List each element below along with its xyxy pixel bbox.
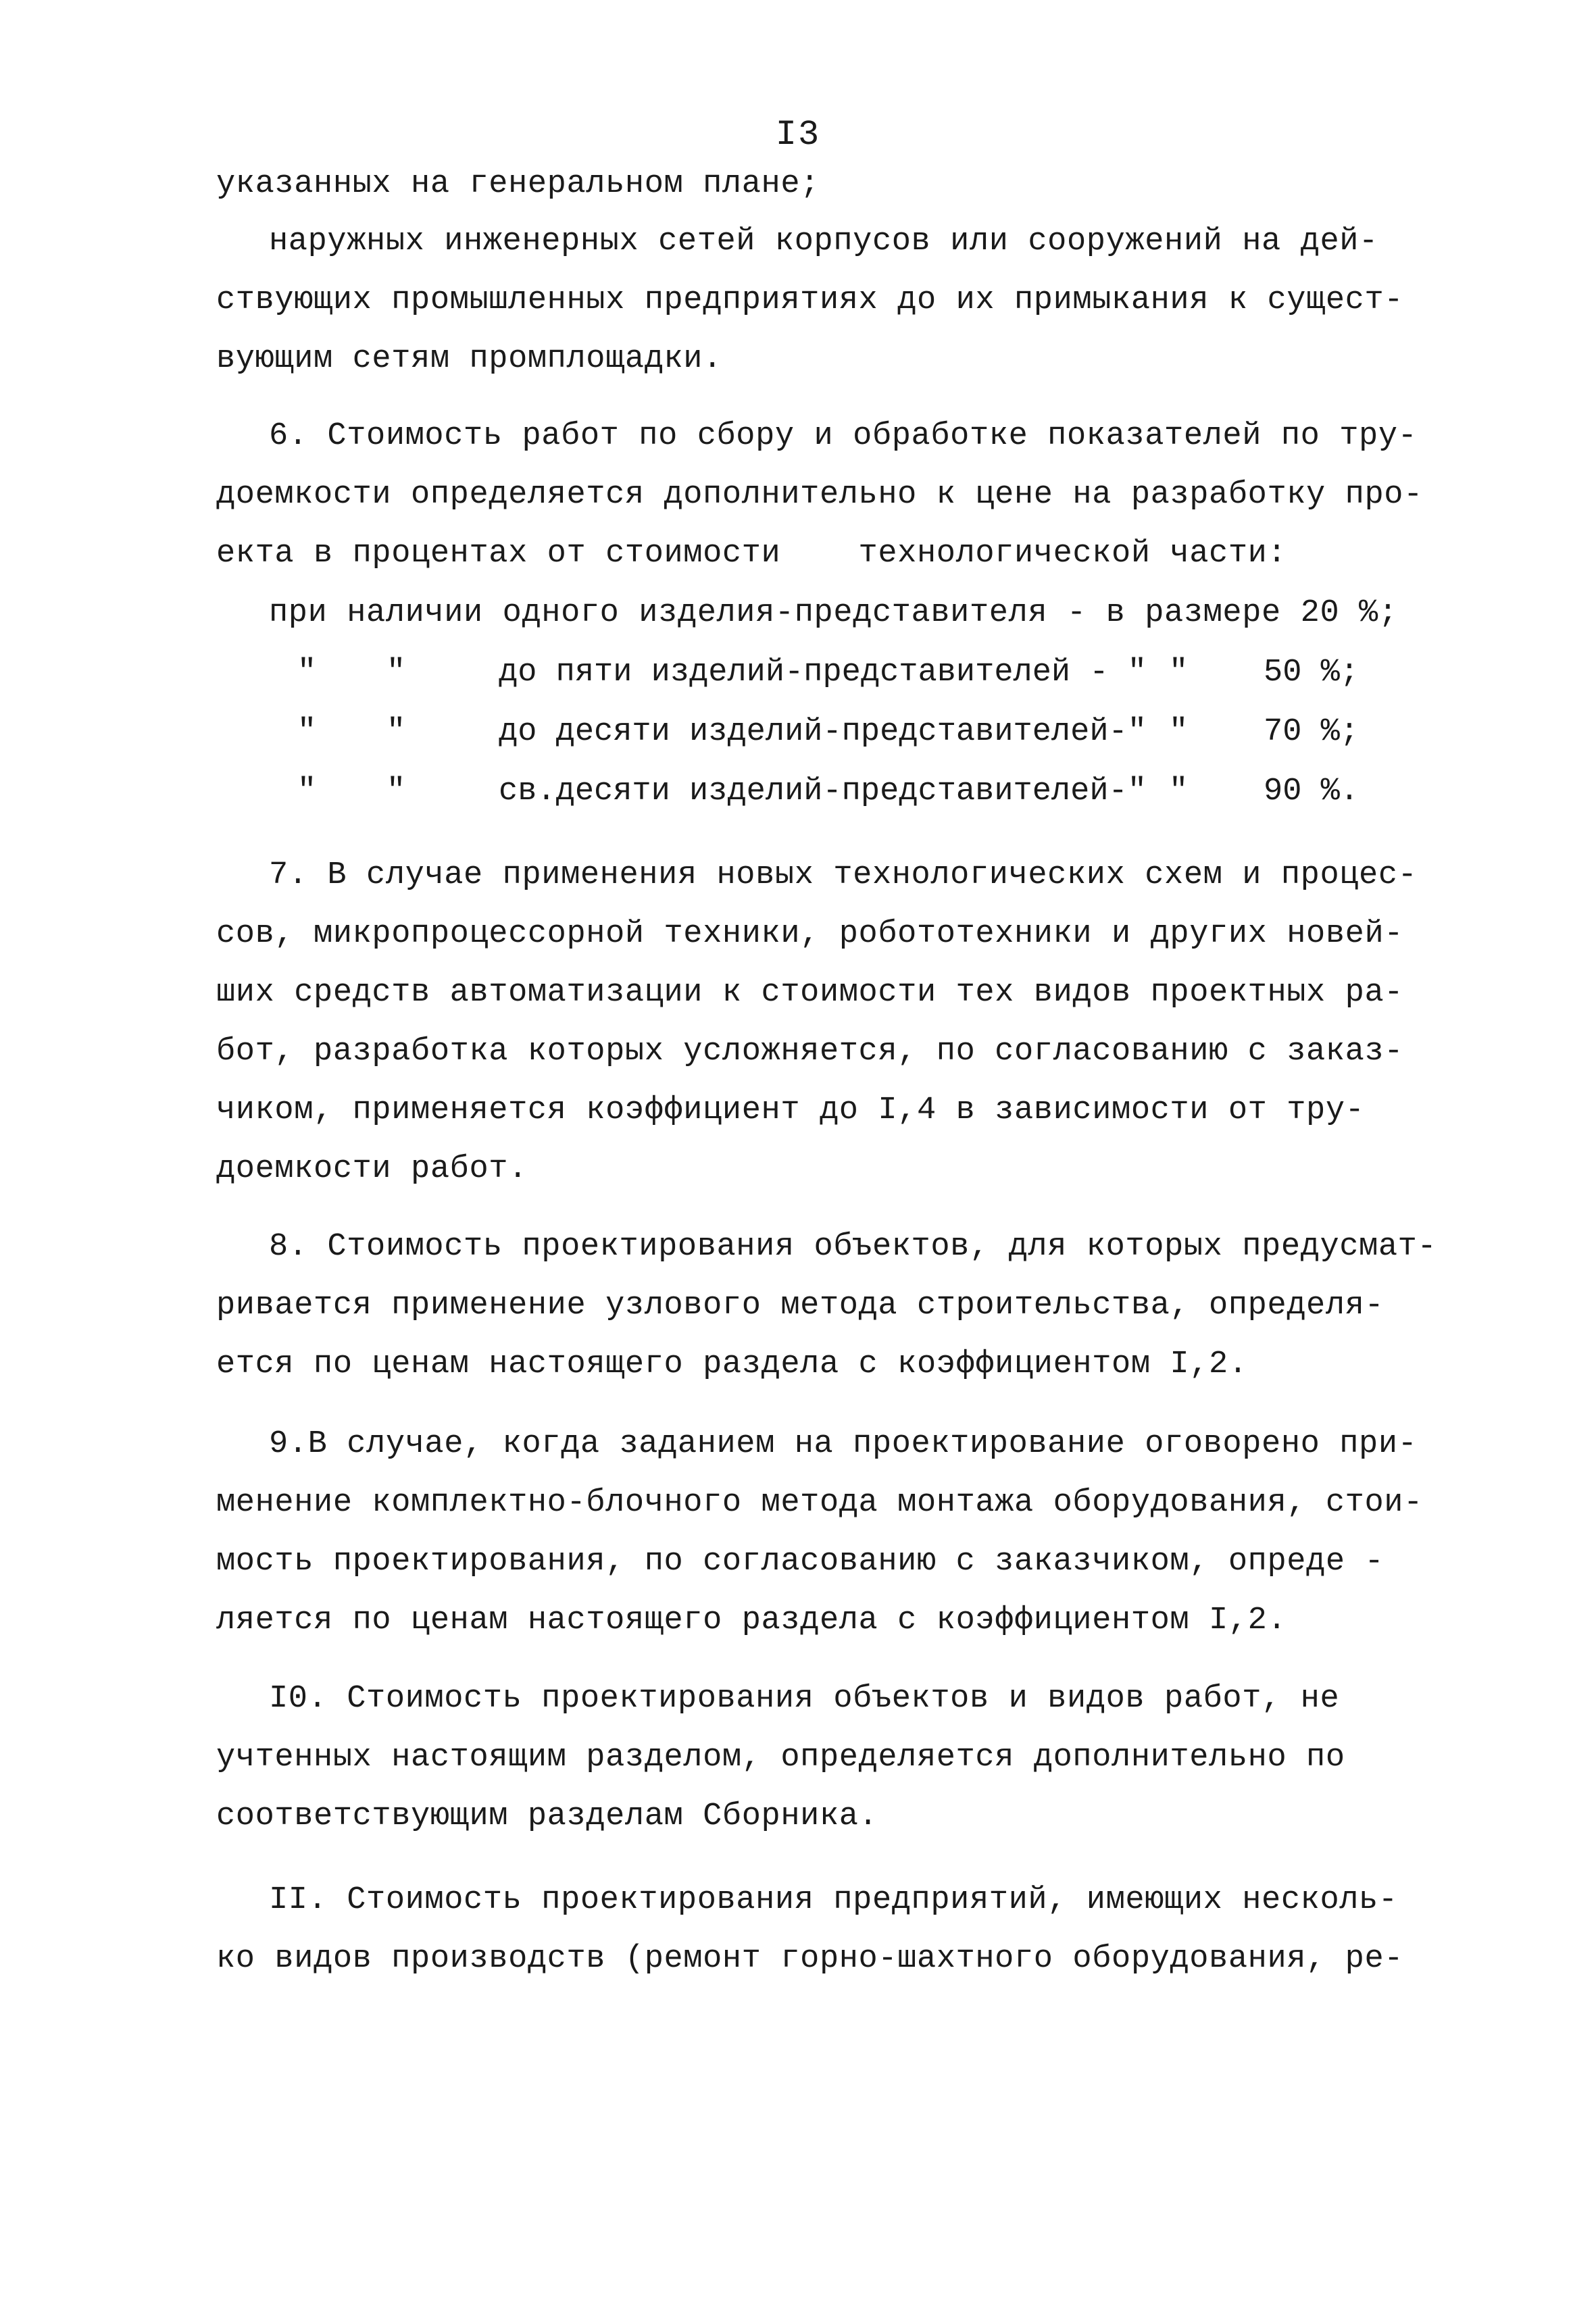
- ditto-mark: ": [386, 714, 406, 750]
- paragraph-11-line: II. Стоимость проектирования предприятий, имеющих несколь-: [269, 1882, 1398, 1918]
- paragraph-7-line: ших средств автоматизации к стоимости тех видов проектных ра-: [216, 975, 1404, 1011]
- text-line: ствующих промышленных предприятиях до их примыкания к сущест-: [216, 282, 1404, 318]
- page-number: I3: [775, 115, 821, 155]
- paragraph-8-line: ривается применение узлового метода строительства, определя-: [216, 1288, 1385, 1324]
- paragraph-10-line: I0. Стоимость проектирования объектов и видов работ, не: [269, 1681, 1340, 1717]
- paragraph-7-line: чиком, применяется коэффициент до I,4 в зависимости от тру-: [216, 1092, 1365, 1128]
- ditto-mark: ": [1169, 714, 1189, 750]
- paragraph-7-line: бот, разработка которых усложняется, по согласованию с заказ-: [216, 1034, 1404, 1070]
- ditto-mark: ": [386, 774, 406, 809]
- paragraph-10-line: учтенных настоящим разделом, определяется дополнительно по: [216, 1740, 1345, 1776]
- row-value: 50 %;: [1264, 655, 1360, 690]
- ditto-mark: ": [297, 714, 317, 750]
- ditto-mark: ": [1169, 655, 1189, 690]
- paragraph-8-line: 8. Стоимость проектирования объектов, для которых предусмат-: [269, 1229, 1437, 1265]
- text-line: указанных на генеральном плане;: [216, 166, 820, 202]
- paragraph-6-line: 6. Стоимость работ по сбору и обработке показателей по тру-: [269, 418, 1418, 454]
- row-value: 90 %.: [1264, 774, 1360, 809]
- row-value: 70 %;: [1264, 714, 1360, 750]
- paragraph-7-line: сов, микропроцессорной техники, робототехники и других новей-: [216, 916, 1404, 952]
- percentage-row: [0, 654, 1596, 692]
- paragraph-6-line: доемкости определяется дополнительно к цене на разработку про-: [216, 477, 1423, 513]
- text-line: вующим сетям промплощадки.: [216, 341, 722, 377]
- paragraph-7-line: доемкости работ.: [216, 1151, 528, 1187]
- row-description: до десяти изделий-представителей-": [499, 714, 1147, 750]
- ditto-mark: ": [297, 655, 317, 690]
- row-description: до пяти изделий-представителей - ": [499, 655, 1147, 690]
- paragraph-7-line: 7. В случае применения новых технологических схем и процес-: [269, 857, 1418, 893]
- paragraph-8-line: ется по ценам настоящего раздела с коэффициентом I,2.: [216, 1347, 1248, 1382]
- ditto-mark: ": [297, 774, 317, 809]
- paragraph-11-line: ко видов производств (ремонт горно-шахтного оборудования, ре-: [216, 1941, 1404, 1977]
- ditto-mark: ": [1169, 774, 1189, 809]
- paragraph-10-line: соответствующим разделам Сборника.: [216, 1799, 878, 1834]
- paragraph-9-line: ляется по ценам настоящего раздела с коэффициентом I,2.: [216, 1603, 1287, 1638]
- paragraph-6-line: екта в процентах от стоимости технологической части:: [216, 536, 1287, 572]
- paragraph-9-line: менение комплектно-блочного метода монтажа оборудования, стои-: [216, 1485, 1423, 1521]
- percentage-row: [0, 713, 1596, 751]
- paragraph-9-line: 9.В случае, когда заданием на проектирование оговорено при-: [269, 1426, 1418, 1462]
- row-description: св.десяти изделий-представителей-": [499, 774, 1147, 809]
- text-line: наружных инженерных сетей корпусов или сооружений на дей-: [269, 224, 1378, 259]
- paragraph-9-line: мость проектирования, по согласованию с заказчиком, опреде -: [216, 1544, 1385, 1580]
- percentage-row: [0, 773, 1596, 811]
- paragraph-6-line: при наличии одного изделия-представителя - в размере 20 %;: [269, 595, 1398, 631]
- ditto-mark: ": [386, 655, 406, 690]
